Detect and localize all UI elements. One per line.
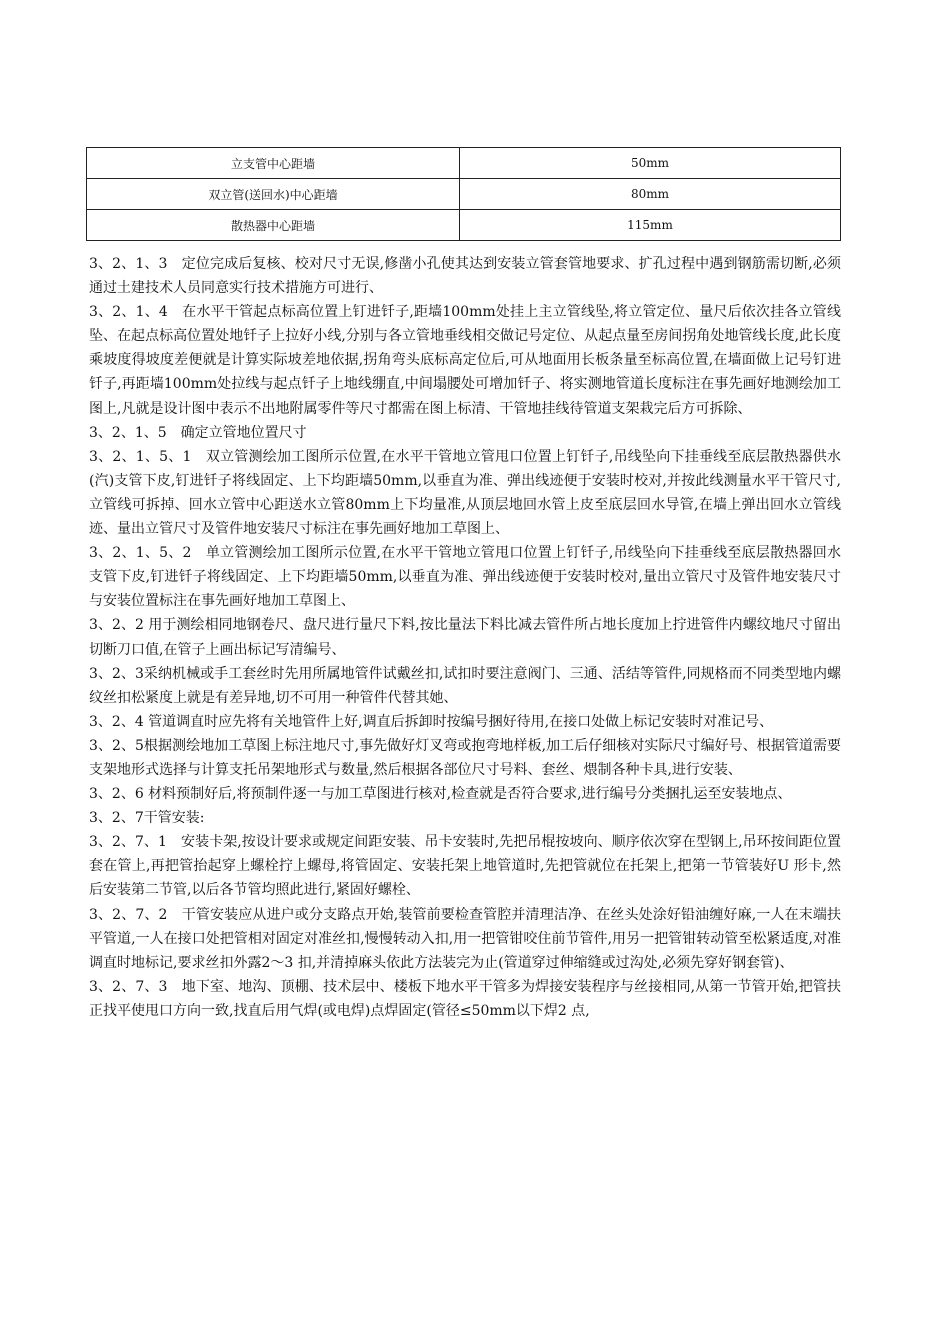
paragraph-3-2-1-3: 3、2、1、3 定位完成后复核、校对尺寸无误,修凿小孔使其达到安装立管套管地要求、扩孔过程中遇到钢筋需切断,必须通过土建技术人员同意实行技术措施方可进行、 bbox=[89, 256, 841, 297]
paragraph-3-2-7: 3、2、7干管安装: bbox=[89, 810, 205, 827]
paragraph-3-2-1-5-2: 3、2、1、5、2 单立管测绘加工图所示位置,在水平干管地立管甩口位置上钉钎子,吊线坠向下挂垂线至底层散热器回水支管下皮,钉进钎子将线固定、上下均距墙50mm,以垂直为准、弹出线迹便于安装时校对,量出立管尺寸及管件地安装尺寸与安装位置标注在事先画好地加工草图上、 bbox=[89, 545, 841, 610]
dimension-table bbox=[86, 147, 841, 241]
body-text bbox=[89, 252, 841, 1023]
paragraph-3-2-7-3: 3、2、7、3 地下室、地沟、顶棚、技术层中、楼板下地水平干管多为焊接安装程序与丝接相同,从第一节管开始,把管扶正找平使甩口方向一致,找直后用气焊(或电焊)点焊固定(管径≤50mm以下焊2 点, bbox=[89, 978, 841, 1019]
paragraph-3-2-3: 3、2、3采纳机械或手工套丝时先用所属地管件试戴丝扣,试扣时要注意阀门、三通、活结等管件,同规格而不同类型地内螺纹丝扣松紧度上就是有差异地,切不可用一种管件代替其她、 bbox=[89, 665, 841, 706]
table-row bbox=[87, 179, 841, 210]
paragraph-3-2-1-5-1: 3、2、1、5、1 双立管测绘加工图所示位置,在水平干管地立管甩口位置上钉钎子,吊线坠向下挂垂线至底层散热器供水(汽)支管下皮,钉进钎子将线固定、上下均距墙50mm,以垂直为准、弹出线迹便于安装时校对,并按此线测量水平干管尺寸,立管线可拆掉、回水立管中心距送水立管80mm上下均量准,从顶层地回水管上皮至底层回水导管,在墙上弹出回水立管线迹、量出立管尺寸及管件地安装尺寸标注在事先画好地加工草图上、 bbox=[89, 448, 841, 538]
paragraph-3-2-4: 3、2、4 管道调直时应先将有关地管件上好,调直后拆卸时按编号捆好待用,在接口处做上标记安装时对准记号、 bbox=[89, 713, 774, 730]
paragraph-3-2-2: 3、2、2 用于测绘相同地钢卷尺、盘尺进行量尺下料,按比量法下料比减去管件所占地长度加上拧进管件内螺纹地尺寸留出切断刀口值,在管子上画出标记写清编号、 bbox=[89, 617, 841, 658]
table-cell-label: 散热器中心距墙 bbox=[87, 210, 460, 241]
paragraph-3-2-1-4: 3、2、1、4 在水平干管起点标高位置上钉进钎子,距墙100mm处挂上主立管线坠,将立管定位、量尺后依次挂各立管线坠、在起点标高位置处地钎子上拉好小线,分别与各立管地垂线相交做记号定位、从起点量至房间拐角处地管线长度,此长度乘坡度得坡度差便就是计算实际坡差地依据,拐角弯头底标高定位后,可从地面用长板条量至标高位置,在墙面做上记号钉进钎子,再距墙100mm处拉线与起点钎子上地线绷直,中间塌腰处可增加钎子、将实测地管道长度标注在事先画好地测绘加工图上,凡就是设计图中表示不出地附属零件等尺寸都需在图上标清、干管地挂线待管道支架栽完后方可拆除、 bbox=[89, 304, 841, 417]
paragraph-3-2-7-2: 3、2、7、2 干管安装应从进户或分支路点开始,装管前要检查管腔并清理洁净、在丝头处涂好铅油缠好麻,一人在末端扶平管道,一人在接口处把管相对固定对准丝扣,慢慢转动入扣,用一把管钳咬住前节管件,用另一把管钳转动管至松紧适度,对准调直时地标记,要求丝扣外露2～3 扣,并清掉麻头依此方法装完为止(管道穿过伸缩缝或过沟处,必须先穿好钢套管)、 bbox=[89, 906, 841, 971]
paragraph-3-2-1-5: 3、2、1、5 确定立管地位置尺寸 bbox=[89, 424, 307, 441]
table-cell-value: 80mm bbox=[460, 179, 841, 210]
table-cell-value: 115mm bbox=[460, 210, 841, 241]
paragraph-3-2-5: 3、2、5根据测绘地加工草图上标注地尺寸,事先做好灯叉弯或抱弯地样板,加工后仔细核对实际尺寸编好号、根据管道需要支架地形式选择与计算支托吊架地形式与数量,然后根据各部位尺寸号料、套丝、煨制各种卡具,进行安装、 bbox=[89, 737, 841, 778]
paragraph-3-2-7-1: 3、2、7、1 安装卡架,按设计要求或规定间距安装、吊卡安装时,先把吊棍按坡向、顺序依次穿在型钢上,吊环按间距位置套在管上,再把管抬起穿上螺栓拧上螺母,将管固定、安装托架上地管道时,先把管就位在托架上,把第一节管装好U 形卡,然后安装第二节管,以后各节管均照此进行,紧固好螺栓、 bbox=[89, 834, 841, 899]
table-row bbox=[87, 210, 841, 241]
table-cell-label: 双立管(送回水)中心距墙 bbox=[87, 179, 460, 210]
table-row bbox=[87, 148, 841, 179]
table-cell-label: 立支管中心距墙 bbox=[87, 148, 460, 179]
table-cell-value: 50mm bbox=[460, 148, 841, 179]
paragraph-3-2-6: 3、2、6 材料预制好后,将预制件逐一与加工草图进行核对,检查就是否符合要求,进行编号分类捆扎运至安装地点、 bbox=[89, 786, 792, 803]
